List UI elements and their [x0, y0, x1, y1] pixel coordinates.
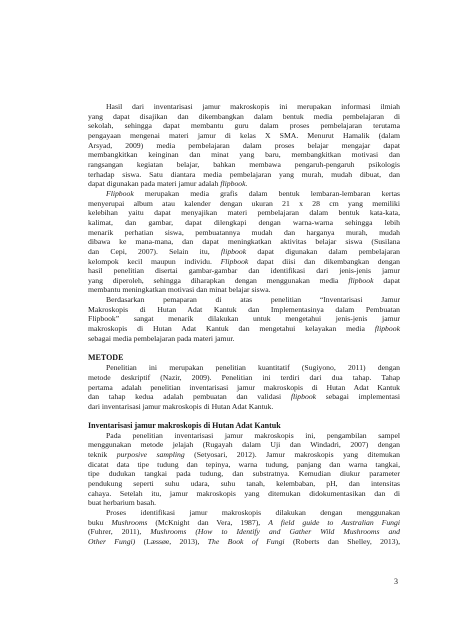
text-line: Hasil dari inventarisasi jamur makroskopis ini merupakan informasi ilmiah — [106, 102, 400, 111]
text-line — [88, 276, 400, 286]
section-spacer — [88, 412, 400, 421]
text-run: dapat — [373, 275, 400, 285]
section-spacer — [88, 343, 400, 353]
italic-term: Other Fungi) — [88, 536, 136, 546]
text-line: tipe dudukan tangkai pada tudung, dan substratnya. Kemudian diukur parameter — [88, 469, 400, 479]
italic-term: flipbook — [348, 275, 374, 285]
text-line: menggunakan metode jelajah (Rugayah dalam Uji dan Windadri, 2007) dengan — [88, 440, 400, 450]
text-line: dibawa ke mana-mana, dan dapat meningkatkan aktivitas belajar siswa (Susilana — [88, 237, 400, 247]
text-line: menarik perhatian siswa, pembuatannya mudah dan harganya murah, mudah — [88, 227, 400, 237]
text-run: (McKnight dan Vera, 1987), — [147, 517, 269, 527]
italic-term: Mushrooms (How to Identify and Gather Wild Mushrooms and — [150, 527, 400, 537]
text-run: dapat digunakan dalam pembelajaran — [246, 246, 400, 256]
italic-term: A field guide to Australian Fungi — [268, 517, 401, 527]
paragraph-research-aim — [88, 295, 400, 343]
text-run: kelompok kecil maupun individu. — [88, 256, 221, 266]
text-line — [88, 518, 400, 528]
text-line: Flipbook” sangat menarik dilakukan untuk mengetahui jenis-jenis jamur — [88, 314, 400, 324]
text-line: buat herbarium basah. — [88, 498, 157, 508]
text-line: pendukung seperti suhu udara, suhu tanah, kelembaban, pH, dan intensitas — [88, 478, 400, 488]
italic-term: Mushrooms — [111, 517, 148, 527]
text-line — [88, 257, 400, 267]
text-line: cahaya. Setelah itu, jamur makroskopis yang ditemukan didokumentasikan dan di — [88, 488, 400, 498]
text-line: rangsangan kegiatan belajar, bahkan membawa pengaruh-pengaruh psikologis — [88, 159, 400, 169]
text-line: kalimat, dan gambar, dapat dilengkapi dengan warna-warna sehingga lebih — [88, 217, 400, 227]
text-line: dari inventarisasi jamur makroskopis di Hutan Adat Kantuk. — [88, 402, 274, 412]
text-line — [88, 527, 400, 537]
section-heading-inventarisasi: Inventarisasi jamur makroskopis di Hutan Adat Kantuk — [88, 420, 281, 430]
text-run: dapat digunakan pada materi jamur adalah — [88, 179, 221, 189]
text-line: Arsyad, 2009) media pembelajaran dalam proses belajar mengajar dapat — [88, 140, 400, 150]
text-line: pengayaan mengenai materi jamur di kelas X SMA. Menurut Hamalik (dalam — [88, 130, 400, 140]
text-line: yang dapat disajikan dan dikembangkan dalam bentuk media pembelajaran di — [88, 111, 400, 121]
text-run: dan Cepi, 2007). Selain itu, — [88, 246, 221, 256]
text-line — [88, 189, 400, 199]
paragraph-metode — [88, 363, 400, 411]
text-line: Penelitian ini merupakan penelitian kuantitatif (Sugiyono, 2011) dengan — [106, 363, 400, 373]
text-run: teknik — [88, 450, 117, 459]
italic-term: Flipbook — [220, 256, 249, 266]
text-line: kelebihan yaitu dapat menyajikan materi pembelajaran dalam bentuk kata-kata, — [88, 208, 400, 218]
text-run: (Setyosari, 2012). Jamur makroskopis yang ditemukan — [184, 450, 401, 459]
text-run: yang diperoleh, sehingga diharapkan dengan menggunakan media — [88, 275, 349, 285]
paragraph-flipbook — [88, 189, 400, 295]
text-line: Makroskopis di Hutan Adat Kantuk dan Implementasinya dalam Pembuatan — [88, 304, 400, 314]
text-line: sekolah, sehingga dapat membantu guru dalam proses pembelajaran terutama — [88, 121, 400, 131]
text-line: Pada penelitian inventarisasi jamur makroskopis ini, pengambilan sampel — [106, 430, 400, 440]
text-line: terhadap siswa. Satu diantara media pembelajaran yang murah, mudah dibuat, dan — [88, 169, 400, 179]
text-run: (Læssøe, 2013), — [135, 536, 208, 546]
paragraph-intro-1 — [88, 102, 400, 189]
paragraph-inventarisasi — [88, 431, 400, 547]
text-run: merupakan media grafis dalam bentuk lembaran-lembaran kertas — [133, 188, 400, 198]
text-line — [88, 450, 400, 460]
text-line: membangkitkan keinginan dan minat yang baru, membangkitkan motivasi dan — [88, 150, 400, 160]
text-run: (Roberts dan Shelley, 2013), — [284, 536, 400, 546]
text-line — [88, 537, 400, 547]
italic-term: Flipbook — [106, 188, 134, 198]
text-run: dan tahap kedua adalah pembuatan dan validasi — [88, 392, 291, 402]
italic-term: flipbook — [290, 392, 317, 402]
text-run: makroskopis di Hutan Adat Kantuk dan mengetahui kelayakan media — [88, 324, 375, 334]
text-run: buku — [88, 517, 112, 527]
text-line — [88, 324, 400, 334]
italic-term: flipbook — [220, 246, 247, 256]
text-line: Proses identifikasi jamur makroskopis dilakukan dengan menggunakan — [106, 507, 400, 517]
italic-term: flipbook. — [220, 179, 248, 189]
text-line: hasil penelitian disertai gambar-gambar dan identifikasi dari jenis-jenis jamur — [88, 266, 400, 276]
text-line: Berdasarkan pemaparan di atas penelitian “Inventarisasi Jamur — [106, 295, 400, 305]
text-line — [88, 392, 400, 402]
italic-term: purposive sampling — [116, 450, 185, 459]
italic-term: The Book of Fungi — [207, 536, 285, 546]
text-run: sebagai implementasi — [316, 392, 400, 402]
text-run: (Fuhrer, 2011), — [88, 527, 151, 537]
section-heading-metode: METODE — [88, 353, 124, 363]
text-line: sebagai media pembelajaran pada materi jamur. — [88, 333, 235, 343]
text-line: dicatat data tipe tudung dan tepinya, warna tudung, panjang dan warna tangkai, — [88, 459, 400, 469]
text-line — [88, 179, 400, 189]
italic-term: flipbook — [374, 324, 400, 334]
text-line: metode deskriptif (Nazir, 2009). Penelitian ini terdiri dari dua tahap. Tahap — [88, 373, 400, 383]
text-line: membantu meningkatkan motivasi dan minat belajar siswa. — [88, 285, 271, 295]
text-line: pertama adalah penelitian inventarisasi jamur makroskopis di Hutan Adat Kantuk — [88, 382, 400, 392]
page-number: 3 — [394, 577, 398, 586]
text-run: dapat diisi dan dikembangkan dengan — [248, 256, 400, 266]
text-line — [88, 247, 400, 257]
text-line: menyerupai album atau kalender dengan ukuran 21 x 28 cm yang memiliki — [88, 198, 400, 208]
